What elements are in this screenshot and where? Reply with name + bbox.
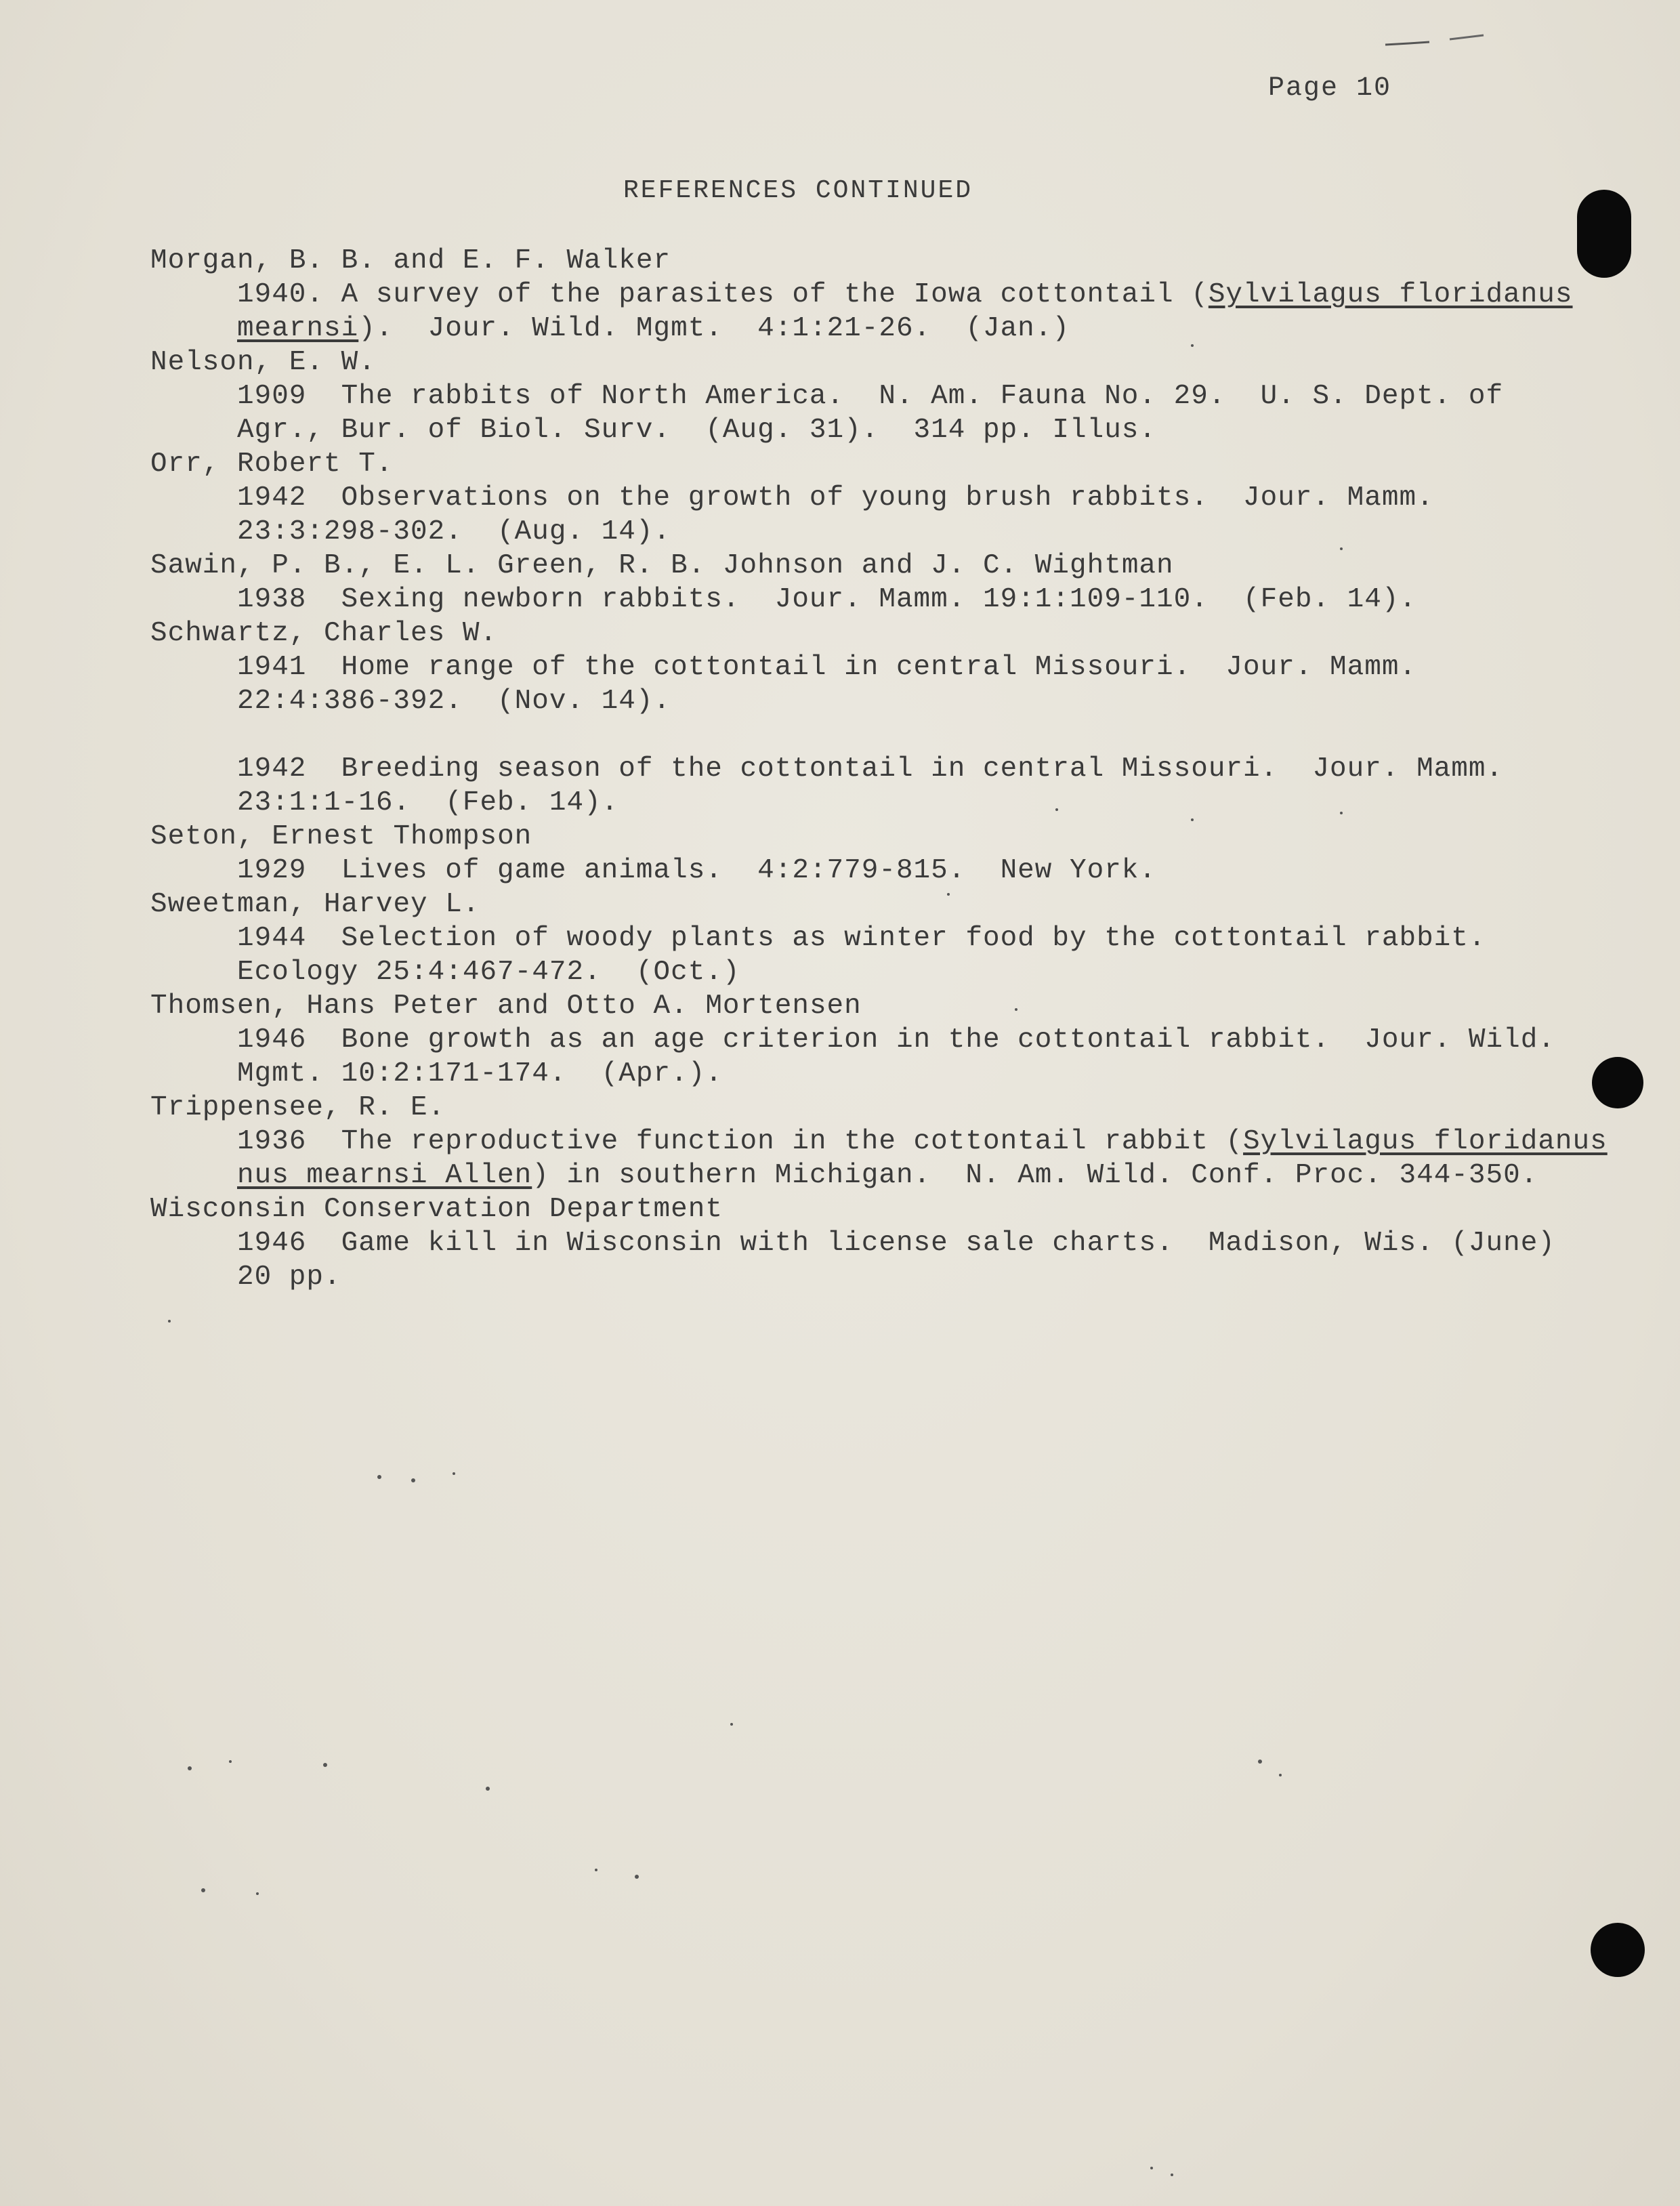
reference-entry-line: 1942 Observations on the growth of young brush rabbits. Jour. Mamm.: [237, 482, 1434, 514]
reference-author: Thomsen, Hans Peter and Otto A. Mortensen: [150, 991, 862, 1022]
page-heading: REFERENCES CONTINUED: [623, 176, 973, 205]
reference-entry-line: 23:3:298-302. (Aug. 14).: [237, 516, 671, 547]
species-name: mearnsi: [237, 313, 359, 344]
reference-author: Orr, Robert T.: [150, 449, 394, 480]
page-number: Page 10: [1268, 73, 1392, 104]
reference-entry-line: 1942 Breeding season of the cottontail in central Missouri. Jour. Mamm.: [237, 753, 1504, 785]
reference-entry-line: 1940. A survey of the parasites of the Iowa cottontail (Sylvilagus floridanus: [237, 279, 1573, 310]
reference-author: Nelson, E. W.: [150, 347, 376, 378]
reference-entry-line: mearnsi). Jour. Wild. Mgmt. 4:1:21-26. (Jan.): [237, 313, 1070, 344]
reference-author: Wisconsin Conservation Department: [150, 1194, 723, 1225]
species-name: Sylvilagus floridanus: [1243, 1126, 1608, 1157]
reference-author: Trippensee, R. E.: [150, 1092, 446, 1123]
punch-hole-top: [1577, 190, 1631, 278]
reference-author: Seton, Ernest Thompson: [150, 821, 532, 852]
reference-entry-line: 1946 Game kill in Wisconsin with license sale charts. Madison, Wis. (June): [237, 1228, 1555, 1259]
reference-entry-line: 1909 The rabbits of North America. N. Am. Fauna No. 29. U. S. Dept. of: [237, 381, 1504, 412]
reference-entry-line: 22:4:386-392. (Nov. 14).: [237, 686, 671, 717]
species-name: Sylvilagus floridanus: [1208, 279, 1573, 310]
reference-list: [150, 244, 1608, 1294]
punch-hole-middle: [1592, 1057, 1643, 1108]
punch-hole-bottom: [1591, 1923, 1645, 1977]
reference-entry-line: Mgmt. 10:2:171-174. (Apr.).: [237, 1058, 723, 1089]
reference-entry-line: 1929 Lives of game animals. 4:2:779-815. New York.: [237, 855, 1157, 886]
reference-entry-line: 1938 Sexing newborn rabbits. Jour. Mamm. 19:1:109-110. (Feb. 14).: [237, 584, 1417, 615]
reference-author: Sweetman, Harvey L.: [150, 889, 480, 920]
ink-smudge: [1382, 30, 1490, 50]
reference-entry-line: 20 pp.: [237, 1262, 341, 1293]
reference-author: Morgan, B. B. and E. F. Walker: [150, 245, 671, 276]
spacer: [150, 718, 1573, 752]
reference-entry-line: 23:1:1-16. (Feb. 14).: [237, 787, 619, 818]
reference-author: Sawin, P. B., E. L. Green, R. B. Johnson and J. C. Wightman: [150, 550, 1174, 581]
reference-entry-line: 1936 The reproductive function in the cottontail rabbit (Sylvilagus floridanus: [237, 1126, 1608, 1157]
reference-author: Schwartz, Charles W.: [150, 618, 498, 649]
reference-entry-line: 1946 Bone growth as an age criterion in the cottontail rabbit. Jour. Wild.: [237, 1024, 1555, 1056]
reference-entry-line: Agr., Bur. of Biol. Surv. (Aug. 31). 314 pp. Illus.: [237, 415, 1157, 446]
reference-entry-line: 1941 Home range of the cottontail in central Missouri. Jour. Mamm.: [237, 652, 1417, 683]
reference-entry-line: nus mearnsi Allen) in southern Michigan. N. Am. Wild. Conf. Proc. 344-350.: [237, 1160, 1538, 1191]
reference-entry-line: Ecology 25:4:467-472. (Oct.): [237, 957, 740, 988]
reference-entry-line: 1944 Selection of woody plants as winter food by the cottontail rabbit.: [237, 923, 1486, 954]
species-name: nus mearnsi Allen: [237, 1160, 532, 1191]
